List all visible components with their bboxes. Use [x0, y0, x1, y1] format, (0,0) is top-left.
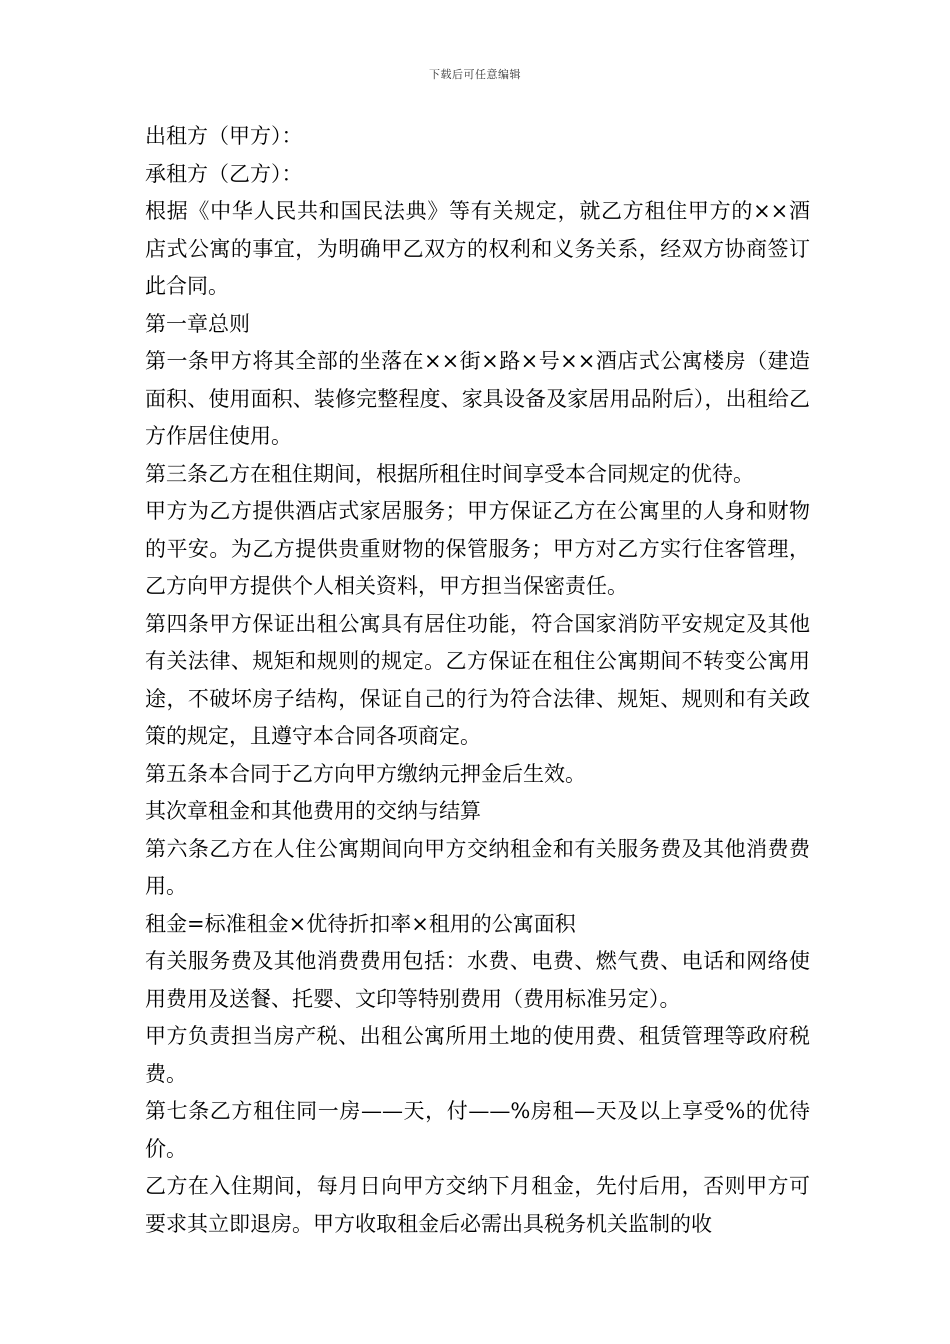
body-paragraph: 乙方在入住期间，每月日向甲方交纳下月租金，先付后用，否则甲方可要求其立即退房。甲方收取租金后必需出具税务机关监制的收: [145, 1174, 810, 1236]
page-header: 下载后可任意编辑: [429, 68, 521, 81]
preamble-paragraph: 根据《中华人民共和国民法典》等有关规定，就乙方租住甲方的××酒店式公寓的事宜，为明确甲乙双方的权利和义务关系，经双方协商签订此合同。: [145, 199, 810, 298]
chapter-heading: 第一章总则: [145, 311, 250, 336]
article-paragraph: 第七条乙方租住同一房——天，付——%房租—天及以上享受%的优待价。: [145, 1099, 810, 1161]
article-paragraph: 第一条甲方将其全部的坐落在××街×路×号××酒店式公寓楼房（建造面积、使用面积、装修完整程度、家具设备及家居用品附后），出租给乙方作居住使用。: [145, 349, 810, 448]
party-a-line: 出租方（甲方）：: [145, 124, 303, 148]
article-paragraph: 第四条甲方保证出租公寓具有居住功能，符合国家消防平安规定及其他有关法律、规矩和规则的规定。乙方保证在租住公寓期间不转变公寓用途，不破坏房子结构，保证自己的行为符合法律、规矩、规则和有关政策的规定，且遵守本合同各项商定。: [145, 611, 810, 748]
body-paragraph: 有关服务费及其他消费费用包括：水费、电费、燃气费、电话和网络使用费用及送餐、托婴、文印等特别费用（费用标准另定）。: [145, 949, 810, 1011]
body-paragraph: 甲方为乙方提供酒店式家居服务；甲方保证乙方在公寓里的人身和财物的平安。为乙方提供贵重财物的保管服务；甲方对乙方实行住客管理，乙方向甲方提供个人相关资料，甲方担当保密责任。: [145, 499, 810, 598]
article-paragraph: 第五条本合同于乙方向甲方缴纳元押金后生效。: [145, 761, 586, 786]
article-paragraph: 第三条乙方在租住期间，根据所租住时间享受本合同规定的优待。: [145, 461, 754, 486]
document-body: [145, 118, 810, 1243]
formula-line: 租金=标准租金×优待折扣率×租用的公寓面积: [145, 911, 576, 936]
chapter-heading: 其次章租金和其他费用的交纳与结算: [145, 799, 481, 823]
article-paragraph: 第六条乙方在人住公寓期间向甲方交纳租金和有关服务费及其他消费费用。: [145, 836, 810, 898]
party-b-line: 承租方（乙方）：: [145, 161, 303, 186]
body-paragraph: 甲方负责担当房产税、出租公寓所用土地的使用费、租赁管理等政府税费。: [145, 1024, 810, 1086]
